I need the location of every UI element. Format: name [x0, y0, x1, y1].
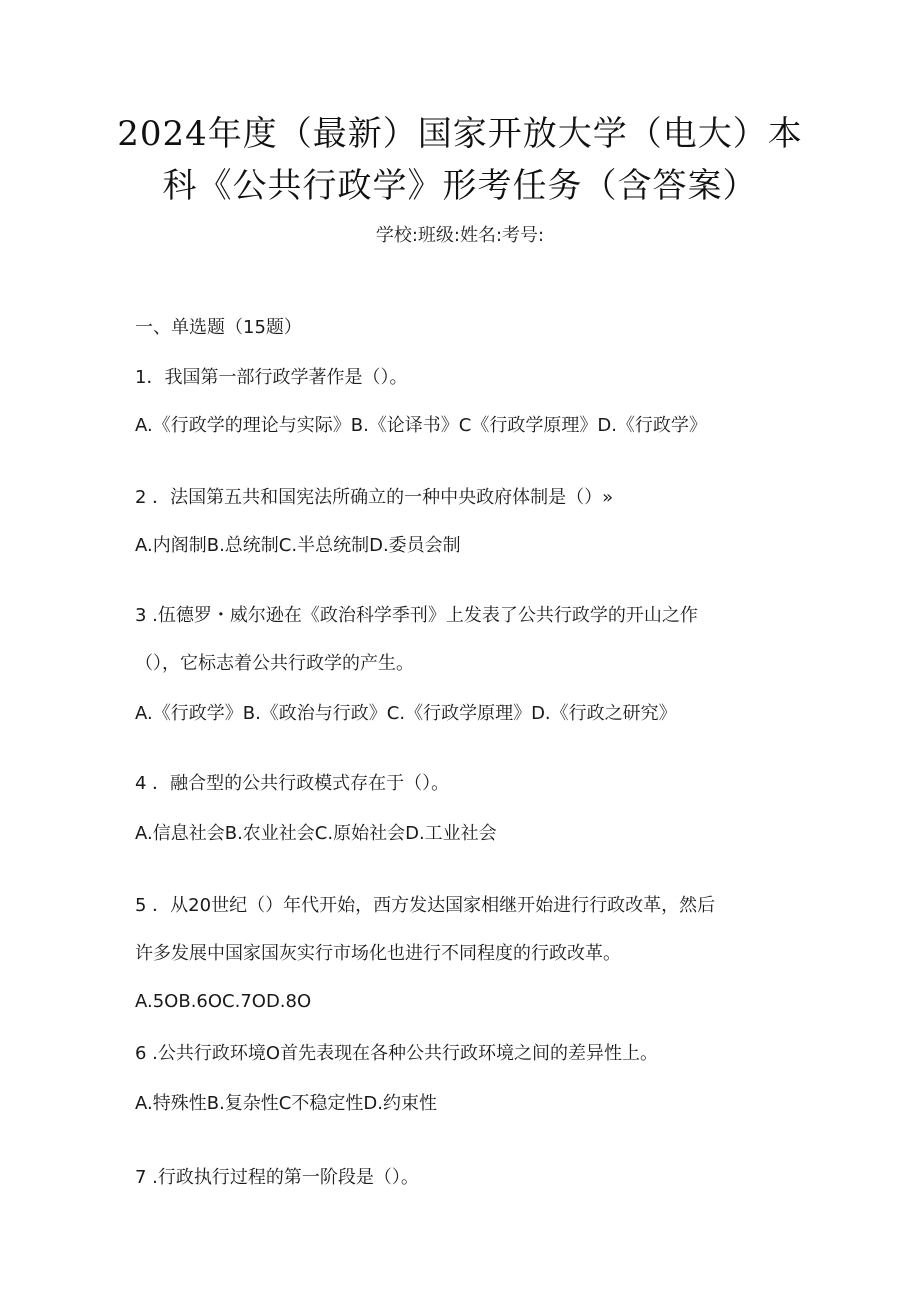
question-4-options: A.信息社会B.农业社会C.原始社会D.工业社会	[135, 823, 497, 844]
question-3-text-line-1: 3 .伍德罗・威尔逊在《政治科学季刊》上发表了公共行政学的开山之作	[135, 605, 698, 626]
question-6-text: 6 .公共行政环境O首先表现在各种公共行政环境之间的差异性上。	[135, 1043, 659, 1064]
question-4-text: 4 ．融合型的公共行政模式存在于（）。	[135, 773, 450, 794]
question-3-options: A.《行政学》B.《政治与行政》C.《行政学原理》D.《行政之研究》	[135, 703, 677, 724]
student-info-line: 学校:班级:姓名:考号:	[375, 225, 545, 246]
question-5-options: A.5OB.6OC.7OD.8O	[135, 991, 312, 1012]
question-6-options: A.特殊性B.复杂性C不稳定性D.约束性	[135, 1093, 437, 1114]
question-3-text-line-2: （），它标志着公共行政学的产生。	[135, 653, 414, 674]
section-heading: 一、单选题（15题）	[135, 317, 302, 338]
question-7-text: 7 .行政执行过程的第一阶段是（）。	[135, 1167, 419, 1188]
document-title-line-2: 科《公共行政学》形考任务（含答案）	[162, 166, 758, 206]
question-2-text: 2 ．法国第五共和国宪法所确立的一种中央政府体制是（）»	[135, 487, 614, 508]
question-1-options: A.《行政学的理论与实际》B.《论译书》C《行政学原理》D.《行政学》	[135, 415, 707, 436]
question-5-text-line-1: 5 ．从20世纪（）年代开始，西方发达国家相继开始进行行政改革，然后	[135, 895, 716, 916]
question-2-options: A.内阁制B.总统制C.半总统制D.委员会制	[135, 535, 461, 556]
question-1-text: 1．我国第一部行政学著作是（）。	[135, 367, 408, 388]
document-title-line-1: 2024年度（最新）国家开放大学（电大）本	[117, 114, 803, 154]
question-5-text-line-2: 许多发展中国家国灰实行市场化也进行不同程度的行政改革。	[135, 943, 621, 964]
